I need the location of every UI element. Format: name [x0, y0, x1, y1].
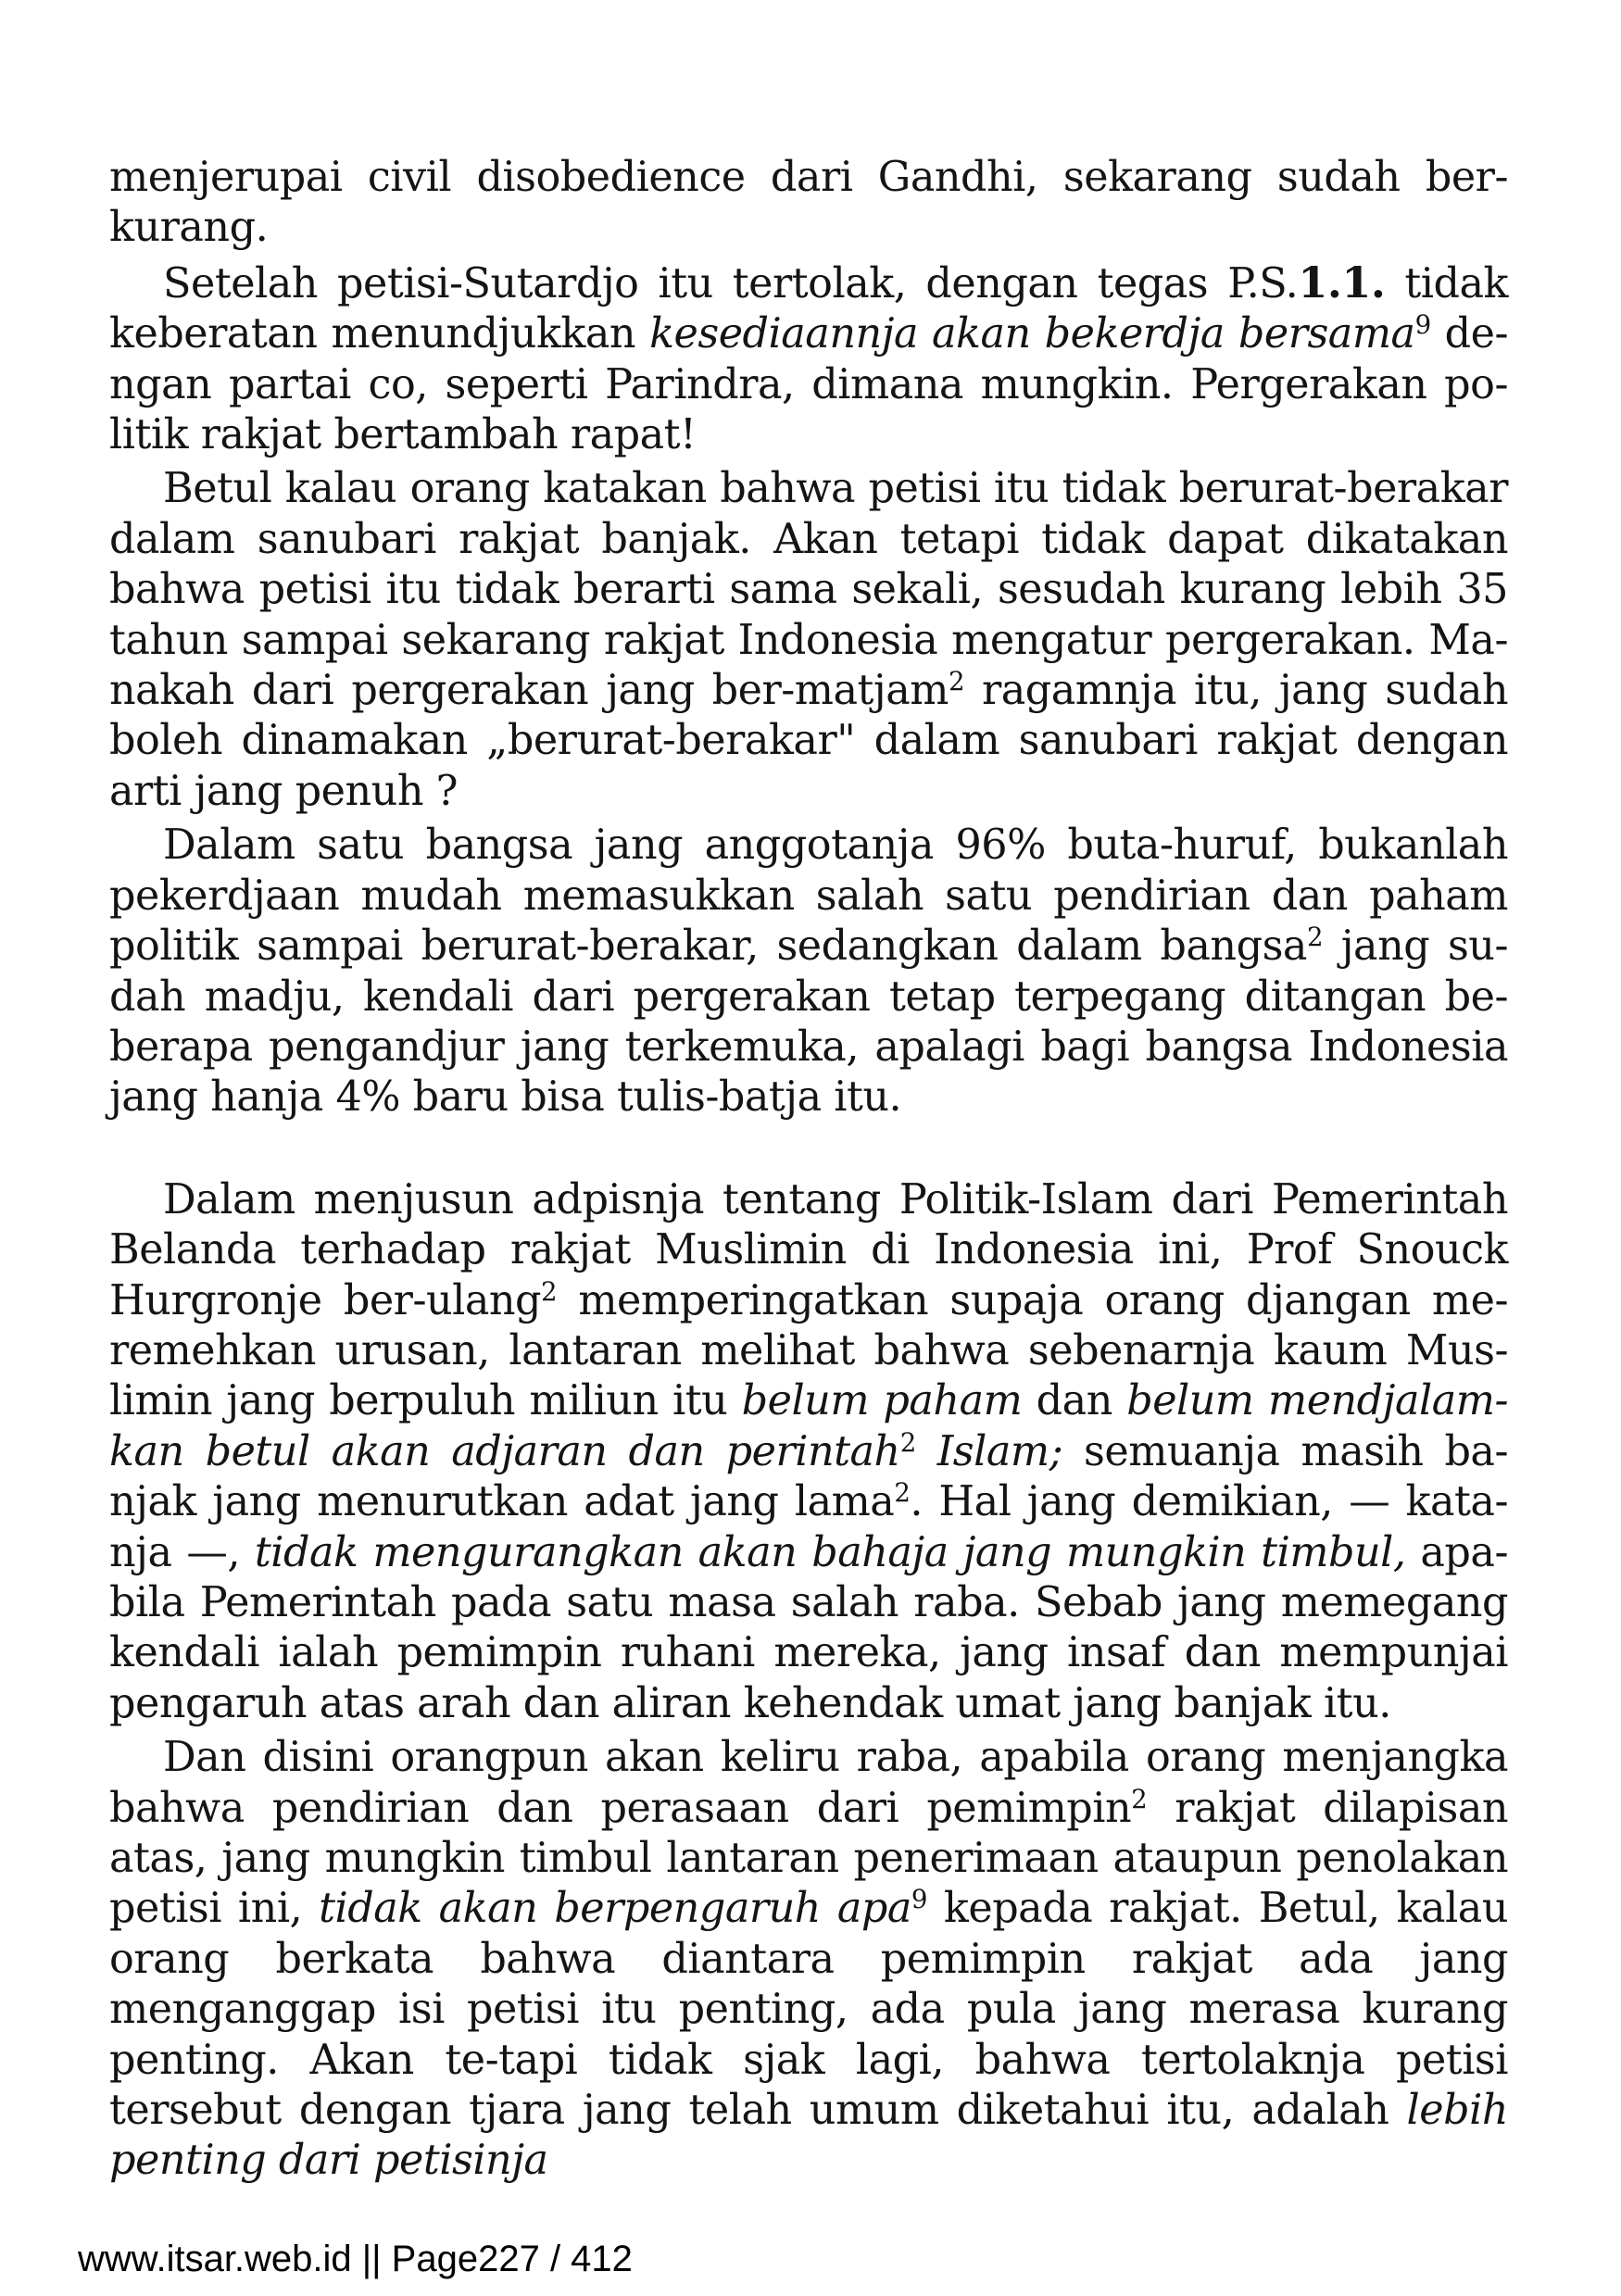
superscript: 2: [1131, 1783, 1148, 1814]
text-run: dan: [1022, 1377, 1127, 1425]
superscript: 2: [894, 1476, 911, 1508]
paragraph-5: [109, 1175, 1508, 1729]
text-run: Setelah petisi-Sutardjo itu tertolak, dengan tegas P.S.: [163, 259, 1299, 307]
text-run-italic: belum mendjalam-kan betul akan adjaran dan perintah: [109, 1377, 1508, 1475]
text-run: ragamnja itu, jang sudah boleh dinamakan „berurat-berakar" dalam sanubari rakjat dengan arti jang penuh ?: [109, 667, 1509, 815]
text-run: tidak keberatan menundjukkan: [109, 259, 1508, 358]
text-run-bold: 1.1.: [1298, 257, 1386, 307]
text-run-italic: lebih penting dari petisinja: [109, 2087, 1508, 2185]
text-run: rakjat dilapisan atas, jang mungkin timbul lantaran penerimaan ataupun penolakan petisi ini,: [109, 1784, 1509, 1933]
text-run: memperingatkan supaja orang djangan me-remehkan urusan, lantaran melihat bahwa sebenarnja kaum Mus-limin jang berpuluh miliun itu: [109, 1276, 1508, 1425]
page-footer: [78, 2237, 633, 2281]
text-run: Dalam satu bangsa jang anggotanja 96% buta-huruf, bukanlah pekerdjaan mudah memasukkan salah satu pendirian dan paham politik sampai berurat-berakar, sedangkan dalam bangsa: [109, 822, 1508, 971]
text-run: Dalam menjusun adpisnja tentang Politik-Islam dari Pemerintah Belanda terhadap rakjat Muslimin di Indonesia ini, Prof Snouck Hurgronje ber-ulang: [109, 1175, 1508, 1324]
superscript: 2: [541, 1275, 558, 1307]
text-run: semuanja masih ba-njak jang menurutkan adat jang lama: [109, 1427, 1508, 1526]
superscript: 2: [899, 1426, 916, 1458]
text-run: menjerupai civil disobedience dari Gandhi, sekarang sudah ber-kurang.: [109, 154, 1508, 252]
paragraph-4: [109, 821, 1508, 1123]
paragraph-6: [109, 1733, 1508, 2187]
footer-text: www.itsar.web.id || Page227 / 412: [78, 2239, 633, 2279]
superscript: 9: [911, 1884, 927, 1915]
text-run: Dan disini orangpun akan keliru raba, apabila orang menjangka bahwa pendirian dan perasaan dari pemimpin: [109, 1734, 1508, 1832]
paragraph-3: [109, 464, 1508, 817]
text-run: apa-bila Pemerintah pada satu masa salah raba. Sebab jang memegang kendali ialah pemimpin ruhani mereka, jang insaf dan mempunjai pengaruh atas arah dan aliran kehendak umat jang banjak itu.: [109, 1528, 1508, 1727]
page-body: [109, 153, 1508, 2187]
text-run-italic: Islam;: [915, 1427, 1063, 1475]
text-run-italic: belum paham: [741, 1377, 1023, 1425]
superscript: 9: [1414, 309, 1431, 341]
text-run-italic: tidak mengurangkan akan bahaja jang mungkin timbul,: [254, 1528, 1406, 1576]
paragraph-1: [109, 153, 1508, 254]
superscript: 2: [948, 665, 964, 696]
text-run: jang su-dah madju, kendali dari pergerakan tetap terpegang ditangan be-berapa pengandjur jang terkemuka, apalagi bagi bangsa Indonesia jang hanja 4% baru bisa tulis-batja itu.: [109, 922, 1508, 1122]
superscript: 2: [1306, 921, 1323, 952]
paragraph-2: [109, 257, 1508, 461]
text-run: kepada rakjat. Betul, kalau orang berkata bahwa diantara pemimpin rakjat ada jang menganggap isi petisi itu penting, ada pula jang merasa kurang penting. Akan te-tapi tidak sjak lagi, bahwa tertolaknja petisi tersebut dengan tjara jang telah umum diketahui itu, adalah: [109, 1885, 1508, 2135]
text-run: . Hal jang demikian, — kata-nja —,: [109, 1478, 1508, 1576]
text-run-italic: tidak akan berpengaruh apa: [319, 1885, 911, 1933]
text-run: de-ngan partai co, seperti Parindra, dimana mungkin. Pergerakan po-litik rakjat bertambah rapat!: [109, 310, 1508, 459]
text-run: Betul kalau orang katakan bahwa petisi itu tidak berurat-berakar dalam sanubari rakjat banjak. Akan tetapi tidak dapat dikatakan bahwa petisi itu tidak berarti sama sekali, sesudah kurang lebih 35 tahun sampai sekarang rakjat Indonesia mengatur pergerakan. Ma-nakah dari pergerakan jang ber-matjam: [109, 465, 1508, 715]
text-run-italic: kesediaannja akan bekerdja bersama: [649, 310, 1415, 358]
